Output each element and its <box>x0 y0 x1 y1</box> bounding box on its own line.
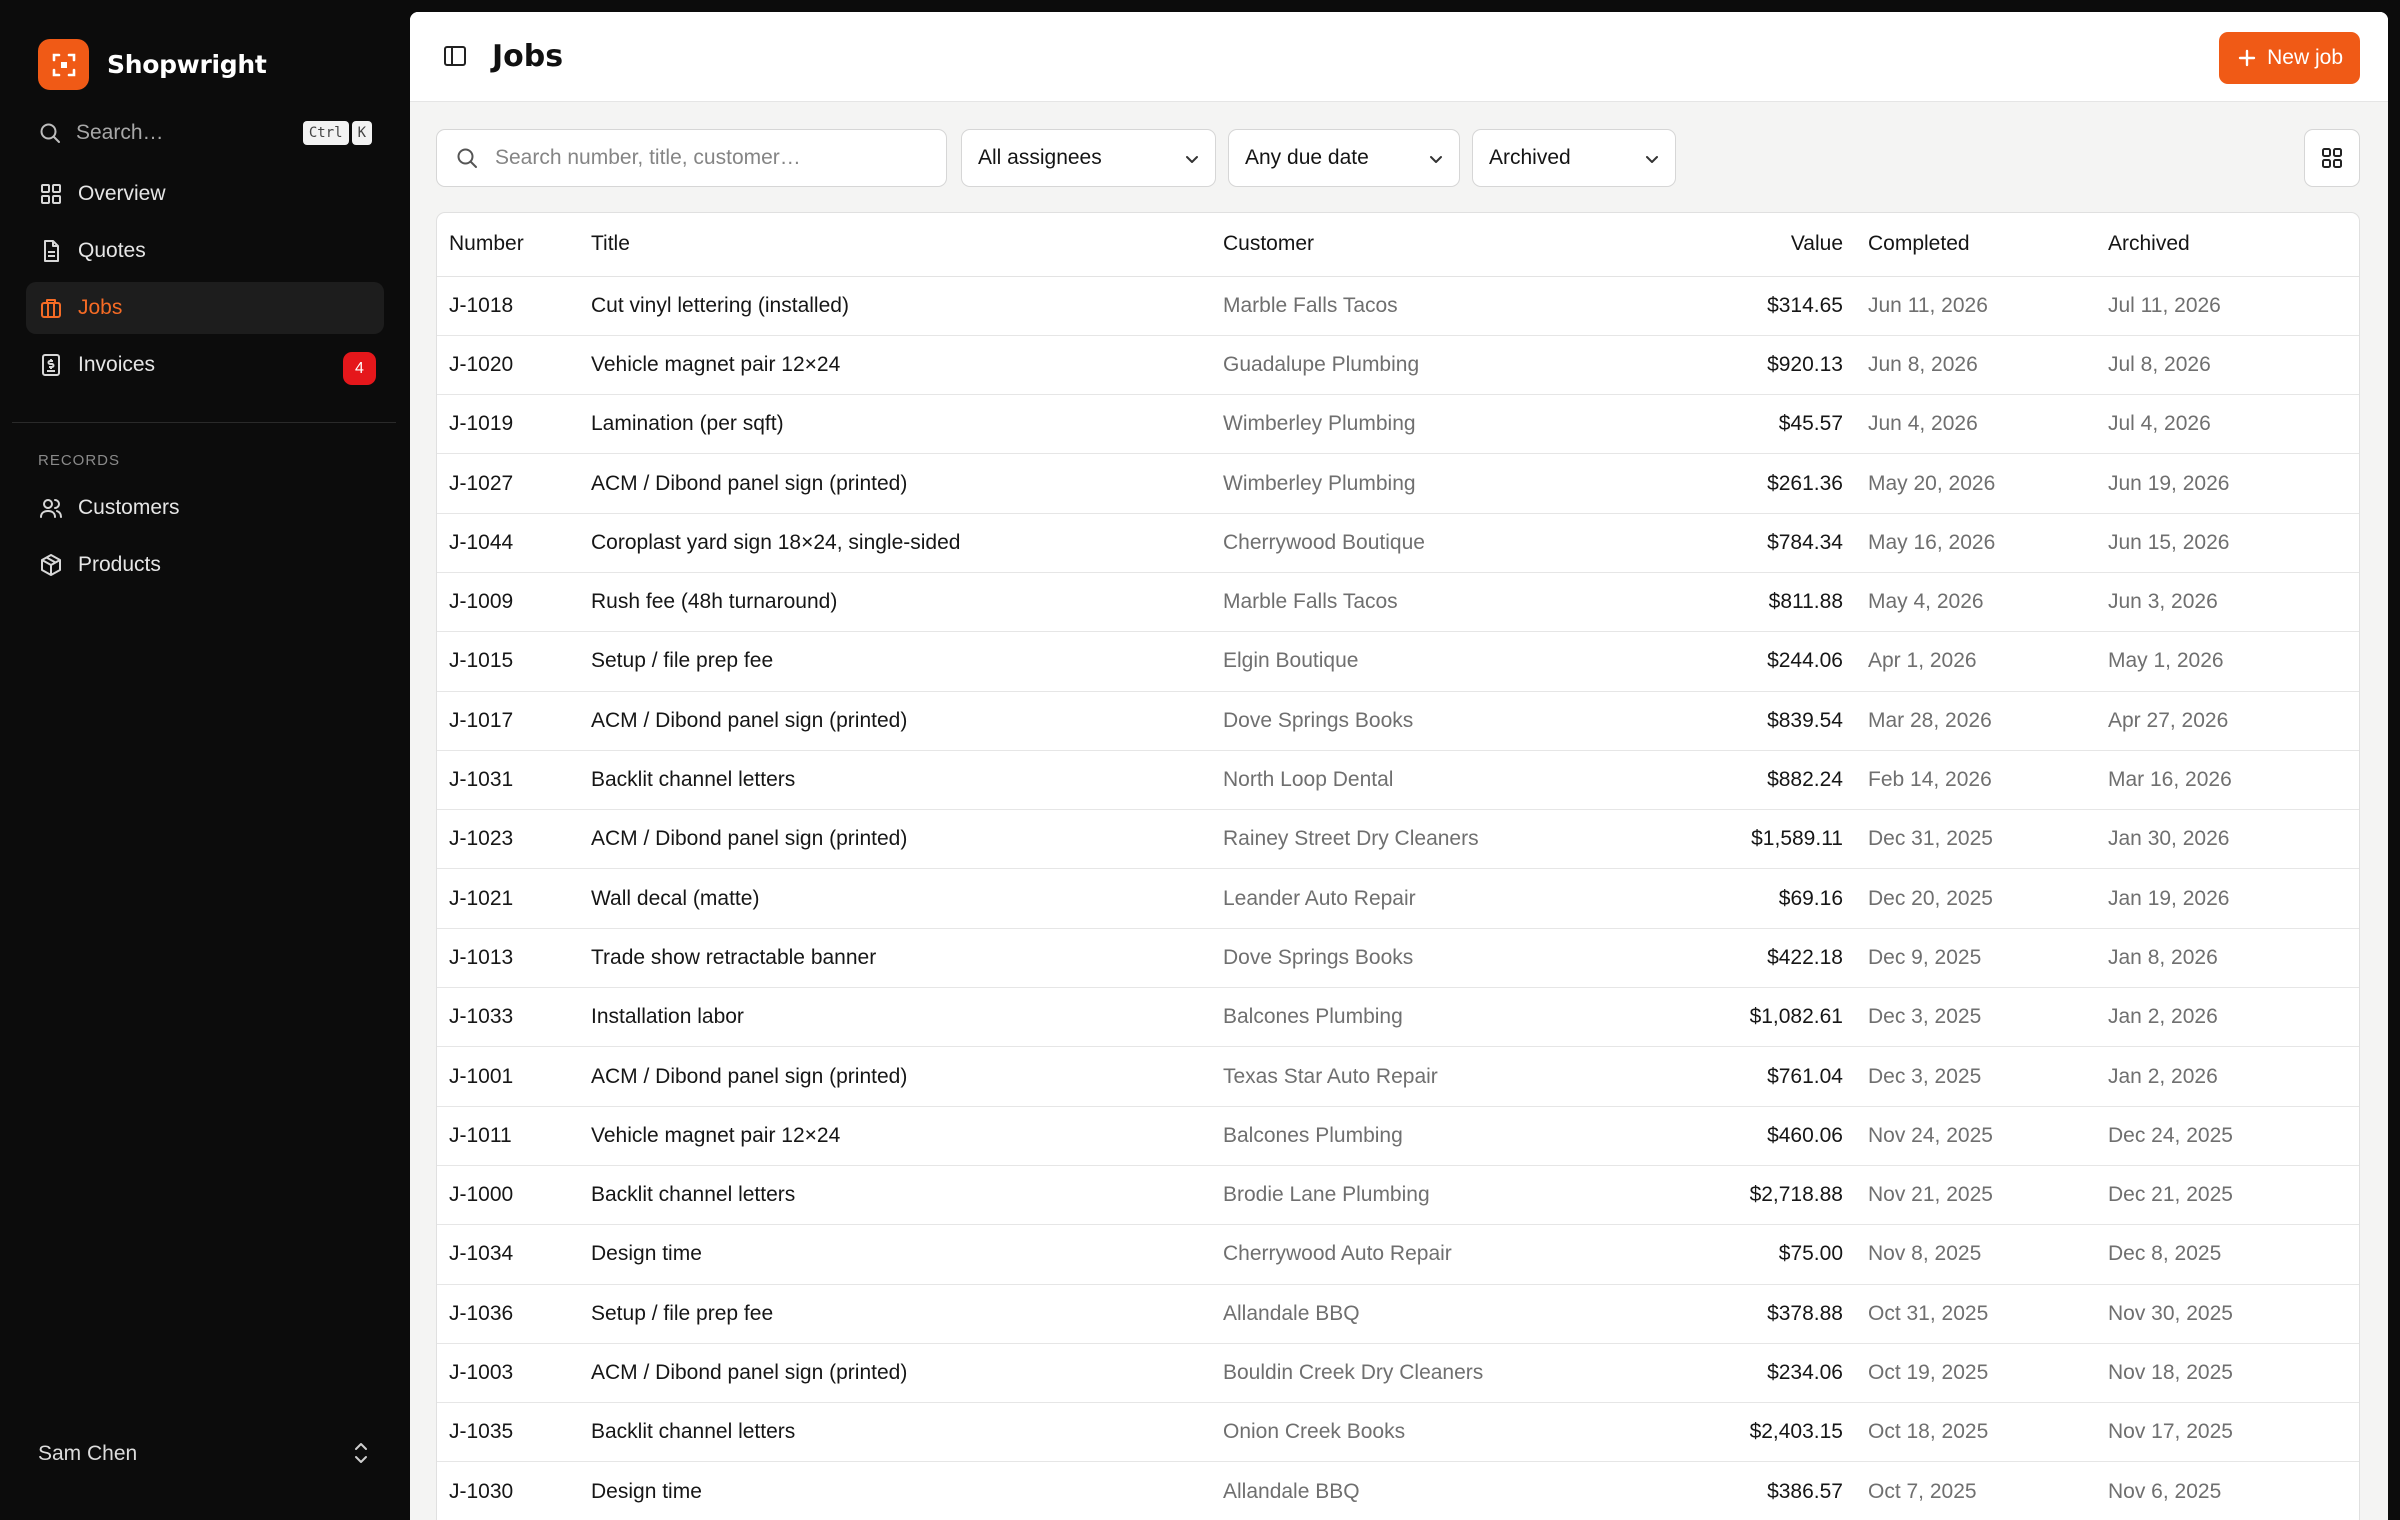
cell-customer: Dove Springs Books <box>1223 928 1693 987</box>
table-row[interactable] <box>437 1403 2360 1462</box>
cell-number: J-1034 <box>437 1225 591 1284</box>
cell-archived: Mar 16, 2026 <box>2108 750 2360 809</box>
grid-view-toggle[interactable] <box>2304 129 2360 187</box>
cell-customer: Bouldin Creek Dry Cleaners <box>1223 1343 1693 1402</box>
cell-completed: Jun 8, 2026 <box>1843 335 2108 394</box>
cell-archived: Dec 21, 2025 <box>2108 1165 2360 1224</box>
sidebar-search-placeholder: Search… <box>76 121 164 144</box>
cell-completed: May 20, 2026 <box>1843 454 2108 513</box>
cell-title: Installation labor <box>591 988 1223 1047</box>
cell-title: ACM / Dibond panel sign (printed) <box>591 810 1223 869</box>
cell-number: J-1003 <box>437 1343 591 1402</box>
briefcase-icon <box>38 295 64 321</box>
cell-completed: Dec 31, 2025 <box>1843 810 2108 869</box>
cell-title: ACM / Dibond panel sign (printed) <box>591 1343 1223 1402</box>
cell-completed: Nov 24, 2025 <box>1843 1106 2108 1165</box>
assignee-select[interactable] <box>961 129 1216 187</box>
keyboard-shortcut <box>303 121 372 145</box>
table-row[interactable] <box>437 1165 2360 1224</box>
cell-title: ACM / Dibond panel sign (printed) <box>591 691 1223 750</box>
cell-customer: Onion Creek Books <box>1223 1403 1693 1462</box>
cell-number: J-1018 <box>437 276 591 335</box>
cell-value: $314.65 <box>1693 276 1843 335</box>
users-icon <box>38 495 64 521</box>
cell-value: $69.16 <box>1693 869 1843 928</box>
cell-archived: Jan 19, 2026 <box>2108 869 2360 928</box>
cell-number: J-1000 <box>437 1165 591 1224</box>
cell-value: $244.06 <box>1693 632 1843 691</box>
sidebar-search[interactable] <box>38 116 372 150</box>
cell-completed: Oct 7, 2025 <box>1843 1462 2108 1520</box>
cell-archived: Jan 2, 2026 <box>2108 988 2360 1047</box>
cell-customer: Elgin Boutique <box>1223 632 1693 691</box>
table-header-row <box>437 213 2360 276</box>
cell-customer: Marble Falls Tacos <box>1223 572 1693 631</box>
cell-value: $811.88 <box>1693 572 1843 631</box>
chevron-down-icon <box>1183 150 1201 174</box>
main-nav <box>26 168 384 396</box>
plus-icon <box>2237 48 2257 68</box>
cell-title: Vehicle magnet pair 12×24 <box>591 1106 1223 1165</box>
cell-title: ACM / Dibond panel sign (printed) <box>591 1047 1223 1106</box>
column-header-title[interactable]: Title <box>591 213 1223 276</box>
cell-title: Design time <box>591 1225 1223 1284</box>
new-job-label: New job <box>2267 46 2343 69</box>
cell-number: J-1030 <box>437 1462 591 1520</box>
cell-number: J-1020 <box>437 335 591 394</box>
cell-number: J-1036 <box>437 1284 591 1343</box>
cell-completed: Nov 8, 2025 <box>1843 1225 2108 1284</box>
column-header-value[interactable]: Value <box>1693 213 1843 276</box>
cell-customer: Wimberley Plumbing <box>1223 454 1693 513</box>
due-date-select[interactable] <box>1228 129 1460 187</box>
cell-archived: Dec 8, 2025 <box>2108 1225 2360 1284</box>
status-select[interactable] <box>1472 129 1676 187</box>
cell-title: Backlit channel letters <box>591 1403 1223 1462</box>
table-row[interactable] <box>437 1047 2360 1106</box>
sidebar-item-invoices[interactable] <box>26 339 384 391</box>
sidebar-item-jobs[interactable] <box>26 282 384 334</box>
table-row[interactable] <box>437 513 2360 572</box>
cell-customer: Guadalupe Plumbing <box>1223 335 1693 394</box>
sidebar-item-products[interactable] <box>26 539 384 591</box>
cell-title: ACM / Dibond panel sign (printed) <box>591 454 1223 513</box>
cell-value: $882.24 <box>1693 750 1843 809</box>
cell-archived: May 1, 2026 <box>2108 632 2360 691</box>
cell-completed: May 16, 2026 <box>1843 513 2108 572</box>
new-job-button[interactable] <box>2219 32 2360 84</box>
cell-archived: Jul 11, 2026 <box>2108 276 2360 335</box>
brand[interactable] <box>38 39 267 90</box>
cell-completed: Oct 19, 2025 <box>1843 1343 2108 1402</box>
table-row[interactable] <box>437 869 2360 928</box>
cell-value: $1,082.61 <box>1693 988 1843 1047</box>
cell-completed: Jun 11, 2026 <box>1843 276 2108 335</box>
cell-archived: Jul 8, 2026 <box>2108 335 2360 394</box>
cell-archived: Nov 30, 2025 <box>2108 1284 2360 1343</box>
cell-archived: Jan 8, 2026 <box>2108 928 2360 987</box>
search-icon <box>38 121 62 145</box>
sidebar-divider <box>12 422 396 423</box>
cell-customer: Marble Falls Tacos <box>1223 276 1693 335</box>
column-header-customer[interactable]: Customer <box>1223 213 1693 276</box>
cell-archived: Jan 2, 2026 <box>2108 1047 2360 1106</box>
cell-archived: Jul 4, 2026 <box>2108 395 2360 454</box>
cell-value: $75.00 <box>1693 1225 1843 1284</box>
cell-customer: Wimberley Plumbing <box>1223 395 1693 454</box>
sidebar-item-label: Overview <box>78 182 166 205</box>
cell-number: J-1009 <box>437 572 591 631</box>
page-title: Jobs <box>492 39 564 74</box>
cell-value: $378.88 <box>1693 1284 1843 1343</box>
cell-archived: Nov 6, 2025 <box>2108 1462 2360 1520</box>
cell-number: J-1044 <box>437 513 591 572</box>
cell-title: Setup / file prep fee <box>591 632 1223 691</box>
sidebar-item-customers[interactable] <box>26 482 384 534</box>
cell-number: J-1023 <box>437 810 591 869</box>
records-nav <box>26 482 384 596</box>
cell-value: $422.18 <box>1693 928 1843 987</box>
cell-title: Rush fee (48h turnaround) <box>591 572 1223 631</box>
cell-title: Vehicle magnet pair 12×24 <box>591 335 1223 394</box>
cell-archived: Apr 27, 2026 <box>2108 691 2360 750</box>
sidebar-toggle-icon[interactable] <box>442 43 468 74</box>
unread-count-badge: 4 <box>343 352 376 385</box>
table-row[interactable] <box>437 1284 2360 1343</box>
cell-customer: Balcones Plumbing <box>1223 988 1693 1047</box>
job-search-input[interactable] <box>436 129 947 187</box>
user-menu[interactable] <box>38 1436 372 1472</box>
cell-title: Setup / file prep fee <box>591 1284 1223 1343</box>
cell-title: Trade show retractable banner <box>591 928 1223 987</box>
sidebar-item-quotes[interactable] <box>26 225 384 277</box>
cell-value: $784.34 <box>1693 513 1843 572</box>
table-row[interactable] <box>437 335 2360 394</box>
cell-number: J-1035 <box>437 1403 591 1462</box>
status-value: Archived <box>1489 146 1571 169</box>
app-name: Shopwright <box>107 50 267 79</box>
cell-customer: Allandale BBQ <box>1223 1284 1693 1343</box>
cell-title: Lamination (per sqft) <box>591 395 1223 454</box>
cell-value: $460.06 <box>1693 1106 1843 1165</box>
kbd-ctrl: Ctrl <box>303 121 349 145</box>
sidebar-item-label: Customers <box>78 496 180 519</box>
page-header <box>410 12 2388 102</box>
table-row[interactable] <box>437 988 2360 1047</box>
cell-archived: Nov 18, 2025 <box>2108 1343 2360 1402</box>
cell-number: J-1019 <box>437 395 591 454</box>
cell-number: J-1011 <box>437 1106 591 1165</box>
cell-completed: Oct 18, 2025 <box>1843 1403 2108 1462</box>
cell-title: Coroplast yard sign 18×24, single-sided <box>591 513 1223 572</box>
table-row[interactable] <box>437 1106 2360 1165</box>
cell-value: $839.54 <box>1693 691 1843 750</box>
cell-value: $2,403.15 <box>1693 1403 1843 1462</box>
table-row[interactable] <box>437 750 2360 809</box>
main-panel <box>410 12 2388 1520</box>
sidebar-item-label: Products <box>78 553 161 576</box>
column-header-completed[interactable]: Completed <box>1843 213 2108 276</box>
cell-customer: Dove Springs Books <box>1223 691 1693 750</box>
due-date-value: Any due date <box>1245 146 1369 169</box>
cell-number: J-1001 <box>437 1047 591 1106</box>
cell-customer: Texas Star Auto Repair <box>1223 1047 1693 1106</box>
cell-value: $261.36 <box>1693 454 1843 513</box>
table-row[interactable] <box>437 691 2360 750</box>
sidebar-item-label: Jobs <box>78 296 123 319</box>
grid-icon <box>2320 146 2344 170</box>
box-icon <box>38 552 64 578</box>
cell-completed: Nov 21, 2025 <box>1843 1165 2108 1224</box>
cell-customer: Leander Auto Repair <box>1223 869 1693 928</box>
cell-number: J-1031 <box>437 750 591 809</box>
cell-number: J-1021 <box>437 869 591 928</box>
column-header-archived[interactable]: Archived <box>2108 213 2360 276</box>
cell-value: $386.57 <box>1693 1462 1843 1520</box>
cell-completed: May 4, 2026 <box>1843 572 2108 631</box>
cell-archived: Jan 30, 2026 <box>2108 810 2360 869</box>
cell-archived: Jun 15, 2026 <box>2108 513 2360 572</box>
grid-icon <box>38 181 64 207</box>
column-header-number[interactable]: Number <box>437 213 591 276</box>
sidebar <box>0 0 410 1520</box>
cell-completed: Dec 20, 2025 <box>1843 869 2108 928</box>
cell-number: J-1015 <box>437 632 591 691</box>
receipt-icon <box>38 352 64 378</box>
cell-completed: Dec 3, 2025 <box>1843 988 2108 1047</box>
cell-value: $761.04 <box>1693 1047 1843 1106</box>
search-placeholder: Search number, title, customer… <box>495 146 801 169</box>
table-row[interactable] <box>437 632 2360 691</box>
cell-value: $1,589.11 <box>1693 810 1843 869</box>
cell-number: J-1027 <box>437 454 591 513</box>
cell-value: $2,718.88 <box>1693 1165 1843 1224</box>
cell-number: J-1017 <box>437 691 591 750</box>
cell-completed: Mar 28, 2026 <box>1843 691 2108 750</box>
sidebar-item-label: Invoices <box>78 353 156 376</box>
cell-archived: Dec 24, 2025 <box>2108 1106 2360 1165</box>
jobs-table <box>436 212 2360 1520</box>
chevron-up-down-icon <box>350 1440 372 1472</box>
chevron-down-icon <box>1427 150 1445 174</box>
cell-customer: Rainey Street Dry Cleaners <box>1223 810 1693 869</box>
user-name: Sam Chen <box>38 1442 138 1465</box>
table-row[interactable] <box>437 1225 2360 1284</box>
cell-completed: Dec 9, 2025 <box>1843 928 2108 987</box>
table-row[interactable] <box>437 454 2360 513</box>
table-row[interactable] <box>437 1462 2360 1520</box>
logo-icon <box>38 39 89 90</box>
table-row[interactable] <box>437 395 2360 454</box>
cell-title: Wall decal (matte) <box>591 869 1223 928</box>
table-row[interactable] <box>437 276 2360 335</box>
search-icon <box>455 146 479 170</box>
cell-customer: Cherrywood Auto Repair <box>1223 1225 1693 1284</box>
cell-value: $920.13 <box>1693 335 1843 394</box>
cell-customer: North Loop Dental <box>1223 750 1693 809</box>
cell-completed: Apr 1, 2026 <box>1843 632 2108 691</box>
cell-value: $234.06 <box>1693 1343 1843 1402</box>
cell-archived: Jun 19, 2026 <box>2108 454 2360 513</box>
document-icon <box>38 238 64 264</box>
cell-title: Backlit channel letters <box>591 750 1223 809</box>
table-row[interactable] <box>437 572 2360 631</box>
cell-number: J-1013 <box>437 928 591 987</box>
cell-customer: Allandale BBQ <box>1223 1462 1693 1520</box>
cell-title: Design time <box>591 1462 1223 1520</box>
sidebar-item-overview[interactable] <box>26 168 384 220</box>
sidebar-item-label: Quotes <box>78 239 146 262</box>
cell-customer: Brodie Lane Plumbing <box>1223 1165 1693 1224</box>
table-row[interactable] <box>437 810 2360 869</box>
kbd-k: K <box>352 121 372 145</box>
cell-customer: Balcones Plumbing <box>1223 1106 1693 1165</box>
records-section-label: RECORDS <box>38 452 121 469</box>
cell-title: Backlit channel letters <box>591 1165 1223 1224</box>
cell-number: J-1033 <box>437 988 591 1047</box>
cell-completed: Feb 14, 2026 <box>1843 750 2108 809</box>
table-body <box>437 276 2360 1520</box>
cell-value: $45.57 <box>1693 395 1843 454</box>
assignee-value: All assignees <box>978 146 1102 169</box>
cell-customer: Cherrywood Boutique <box>1223 513 1693 572</box>
cell-archived: Jun 3, 2026 <box>2108 572 2360 631</box>
cell-completed: Oct 31, 2025 <box>1843 1284 2108 1343</box>
table-row[interactable] <box>437 1343 2360 1402</box>
chevron-down-icon <box>1643 150 1661 174</box>
cell-completed: Jun 4, 2026 <box>1843 395 2108 454</box>
cell-completed: Dec 3, 2025 <box>1843 1047 2108 1106</box>
cell-title: Cut vinyl lettering (installed) <box>591 276 1223 335</box>
table-row[interactable] <box>437 928 2360 987</box>
cell-archived: Nov 17, 2025 <box>2108 1403 2360 1462</box>
